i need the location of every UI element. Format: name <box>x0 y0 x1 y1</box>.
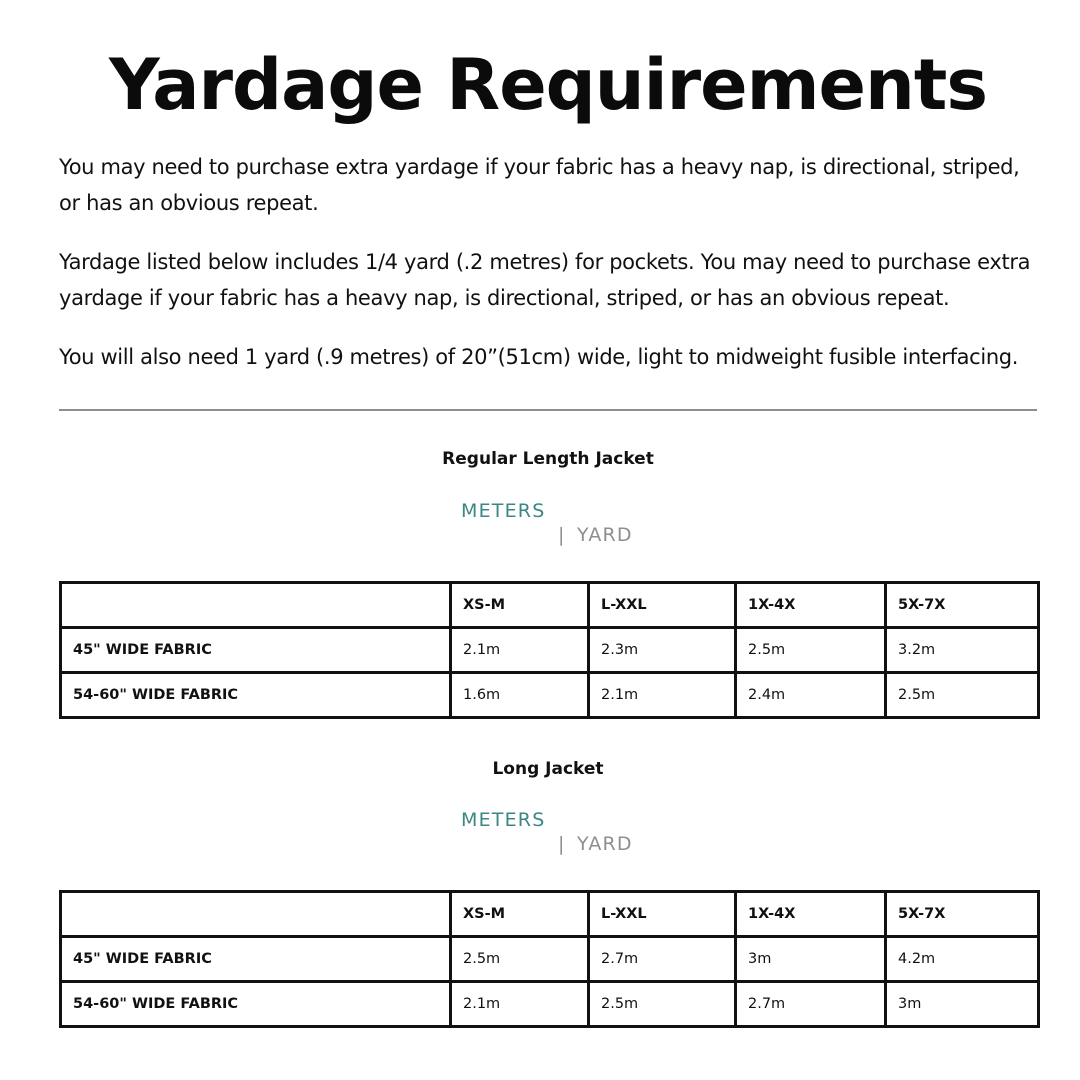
header-cell-1x-4x: 1X-4X <box>736 583 886 628</box>
table-row <box>61 982 1039 1027</box>
section-divider <box>59 409 1037 411</box>
regular-unit-separator: | <box>558 524 565 546</box>
intro-paragraph-pockets: Yardage listed below includes 1/4 yard (.2 metres) for pockets. You may need to purchase extra yardage if your fabric has a heavy nap, is directional, striped, or has an obvious repeat. <box>59 250 1031 310</box>
table-cell: 2.4m <box>736 673 886 718</box>
long-unit-separator: | <box>558 833 565 855</box>
table-cell: 2.5m <box>589 982 736 1027</box>
table-cell: 2.3m <box>589 628 736 673</box>
table-header-row <box>61 892 1039 937</box>
table-cell: 2.5m <box>886 673 1039 718</box>
table-cell: 3m <box>886 982 1039 1027</box>
regular-meters-tab[interactable]: METERS <box>461 500 546 522</box>
long-yard-tab[interactable]: YARD <box>577 833 633 855</box>
regular-jacket-title: Regular Length Jacket <box>442 449 654 469</box>
table-row <box>61 673 1039 718</box>
table-cell: 2.7m <box>736 982 886 1027</box>
table-row <box>61 628 1039 673</box>
header-cell-empty <box>61 583 451 628</box>
table-cell: 3.2m <box>886 628 1039 673</box>
table-row <box>61 937 1039 982</box>
long-jacket-table <box>59 890 1040 1028</box>
header-cell-l-xxl: L-XXL <box>589 892 736 937</box>
intro-paragraph-nap: You may need to purchase extra yardage if your fabric has a heavy nap, is directional, striped, or has an obvious repeat. <box>59 155 1020 215</box>
regular-yard-tab[interactable]: YARD <box>577 524 633 546</box>
header-cell-xs-m: XS-M <box>451 892 589 937</box>
row-label-45-wide: 45" WIDE FABRIC <box>61 937 451 982</box>
table-header-row <box>61 583 1039 628</box>
header-cell-l-xxl: L-XXL <box>589 583 736 628</box>
table-cell: 3m <box>736 937 886 982</box>
row-label-54-60-wide: 54-60" WIDE FABRIC <box>61 982 451 1027</box>
long-meters-tab[interactable]: METERS <box>461 809 546 831</box>
table-cell: 2.1m <box>451 628 589 673</box>
header-cell-5x-7x: 5X-7X <box>886 583 1039 628</box>
header-cell-1x-4x: 1X-4X <box>736 892 886 937</box>
table-cell: 4.2m <box>886 937 1039 982</box>
header-cell-xs-m: XS-M <box>451 583 589 628</box>
intro-paragraph-interfacing: You will also need 1 yard (.9 metres) of 20”(51cm) wide, light to midweight fusible interfacing. <box>59 345 1019 369</box>
long-jacket-title: Long Jacket <box>492 759 604 779</box>
regular-jacket-table <box>59 581 1040 719</box>
header-cell-empty <box>61 892 451 937</box>
table-cell: 2.7m <box>589 937 736 982</box>
table-cell: 2.1m <box>451 982 589 1027</box>
header-cell-5x-7x: 5X-7X <box>886 892 1039 937</box>
table-cell: 2.1m <box>589 673 736 718</box>
page-title: Yardage Requirements <box>108 44 987 126</box>
row-label-45-wide: 45" WIDE FABRIC <box>61 628 451 673</box>
table-cell: 2.5m <box>451 937 589 982</box>
table-cell: 1.6m <box>451 673 589 718</box>
row-label-54-60-wide: 54-60" WIDE FABRIC <box>61 673 451 718</box>
table-cell: 2.5m <box>736 628 886 673</box>
